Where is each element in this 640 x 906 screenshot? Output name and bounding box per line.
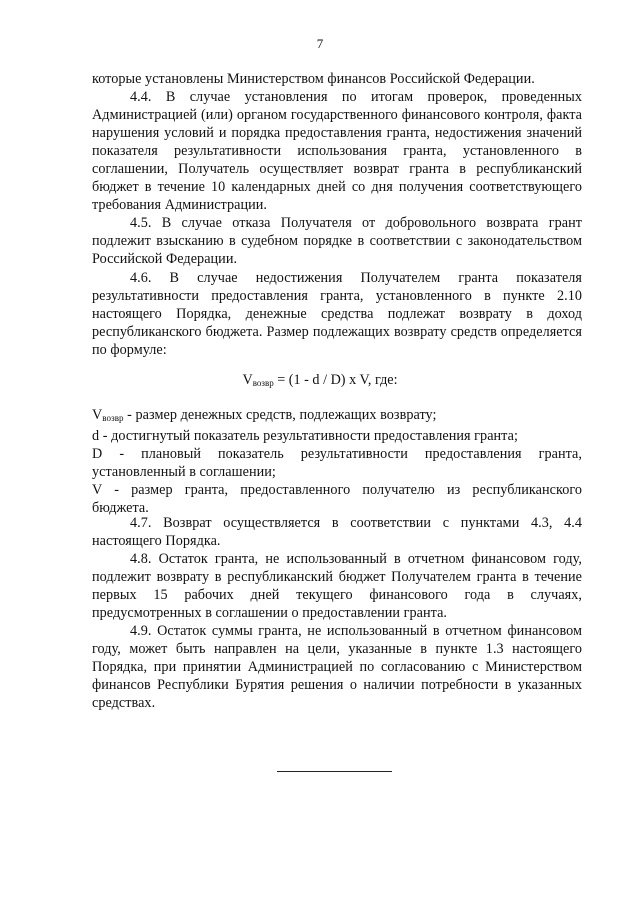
end-separator-line [277,771,392,772]
formula-expression: = (1 - d / D) x V, где: [273,372,398,388]
definition-d: d - достигнутый показатель результативности предоставления гранта; [92,428,518,445]
definition-vvozvr-text: - размер денежных средств, подлежащих возврату; [123,407,437,423]
definition-V: V - размер гранта, предоставленного получателю из республиканского бюджета. [92,482,582,517]
definition-D: D - плановый показатель результативности предоставления гранта, установленный в соглашении; [92,446,582,481]
paragraph-4-5: 4.5. В случае отказа Получателя от добровольного возврата грант подлежит взысканию в судебном порядке в соответствии с законодательством Российской Федерации. [92,215,582,268]
paragraph-4-6: 4.6. В случае недостижения Получателем гранта показателя результативности предоставления гранта, установленного в пункте 2.10 настоящего Порядка, денежные средства подлежат возврату в доход республиканского бюджета. Размер подлежащих возврату средств определяется по формуле: [92,269,582,358]
formula-subscript: возвр [252,378,274,388]
definition-vvozvr [92,406,582,427]
document-body-top [92,70,582,359]
paragraph-continuation: которые установлены Министерством финансов Российской Федерации. [92,71,535,87]
page-number: 7 [316,36,324,51]
refund-formula [0,371,640,392]
paragraph-4-9: 4.9. Остаток суммы гранта, не использованный в отчетном финансовом году, может быть направлен на цели, указанные в пункте 1.3 настоящего Порядка, при принятии Администрацией по согласованию с Министерством финансов Республики Бурятия решения о наличии потребности в указанных средствах. [92,623,582,712]
paragraph-4-8: 4.8. Остаток гранта, не использованный в отчетном финансовом году, подлежит возврату в республиканский бюджет Получателем гранта в течение первых 15 рабочих дней текущего финансового года в случаях, предусмотренных в соглашении о предоставлении гранта. [92,551,582,622]
definition-vvozvr-symbol: V [92,407,103,423]
formula-v: V [242,372,253,388]
formula-definitions [92,406,582,517]
definition-vvozvr-subscript: возвр [102,413,124,423]
document-body-bottom [92,514,582,713]
paragraph-4-4: 4.4. В случае установления по итогам проверок, проведенных Администрацией (или) органом государственного финансового контроля, факта нарушения условий и порядка предоставления гранта, недостижения значений показателя результативности использования гранта, установленного в соглашении, Получатель осуществляет возврат гранта в республиканский бюджет в течение 10 календарных дней со дня получения соответствующего требования Администрации. [92,89,582,214]
paragraph-4-7: 4.7. Возврат осуществляется в соответствии с пунктами 4.3, 4.4 настоящего Порядка. [92,515,582,550]
